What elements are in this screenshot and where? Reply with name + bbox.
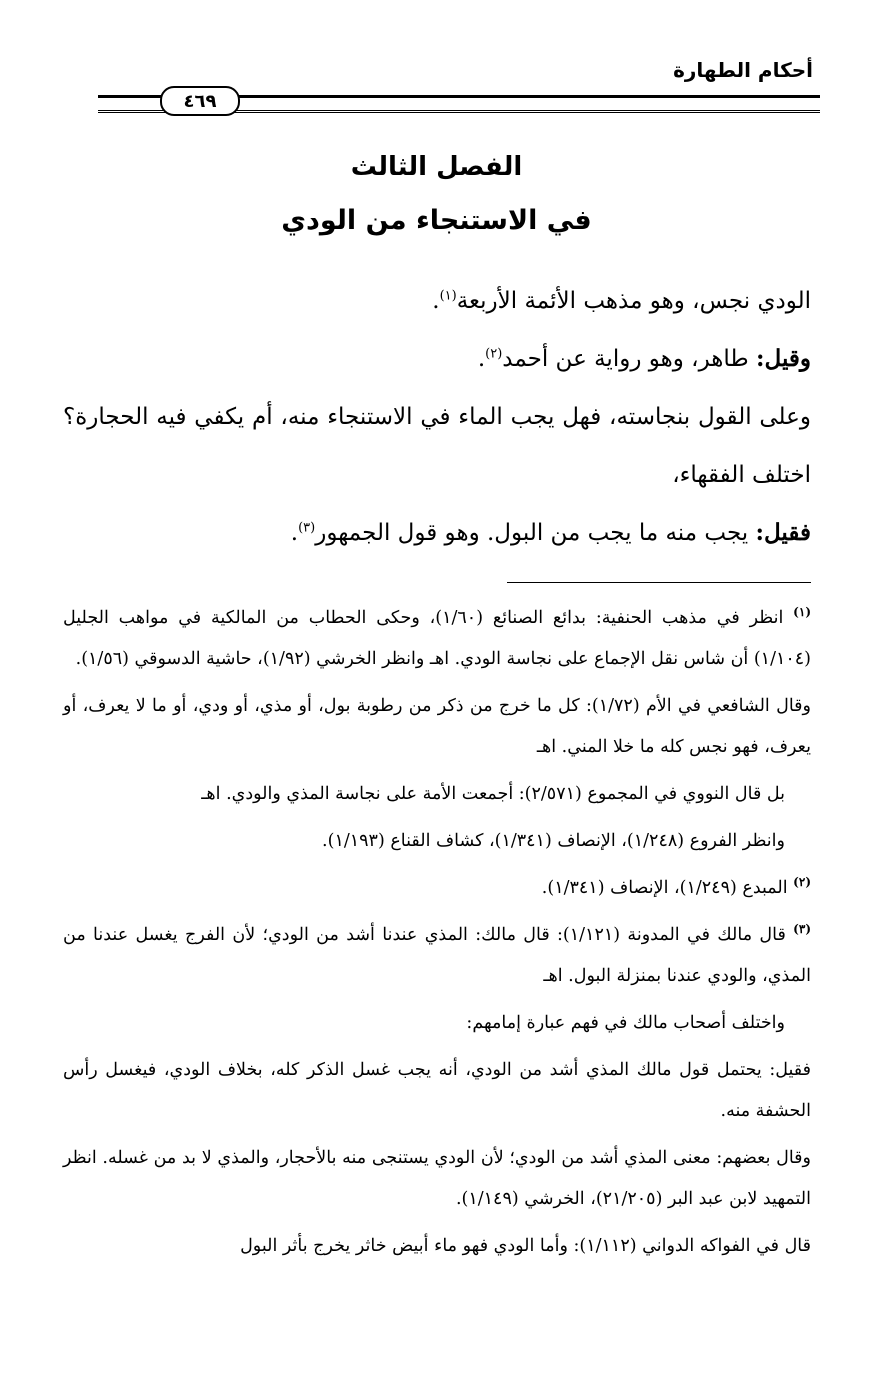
footnote-text: قال مالك في المدونة (١/١٢١): قال مالك: المذي عندنا أشد من الودي؛ لأن الفرج يغسل عندنا من المذي، والودي عندنا بمنزلة البول. اهـ: [63, 925, 811, 986]
paragraph: [63, 330, 811, 388]
paragraph-text: طاهر، وهو رواية عن أحمد: [502, 346, 757, 372]
punctuation: .: [432, 288, 440, 314]
footnote-paragraph: وقال بعضهم: معنى المذي أشد من الودي؛ لأن الودي يستنجى منه بالأحجار، والمذي لا بد من غسله. انظر التمهيد لابن عبد البر (٢١/٢٠٥)، الخرشي (١/١٤٩).: [63, 1148, 811, 1209]
footnote: [63, 868, 811, 909]
footnote-separator: [507, 582, 811, 583]
footnotes: [63, 598, 811, 1273]
footnote: [63, 915, 811, 997]
running-title: أحكام الطهارة: [673, 58, 813, 82]
paragraph-text: الودي نجس، وهو مذهب الأئمة الأربعة: [456, 288, 811, 314]
footnote-text: المبدع (١/٢٤٩)، الإنصاف (١/٣٤١).: [541, 878, 794, 898]
paragraph-lead: وقيل:: [756, 345, 811, 372]
paragraph-text: يجب منه ما يجب من البول. وهو قول الجمهور: [315, 520, 756, 546]
footnote-text: انظر في مذهب الحنفية: بدائع الصنائع (١/٦٠)، وحكى الحطاب من المالكية في مواهب الجليل (١/١٠٤) أن شاس نقل الإجماع على نجاسة الودي. اهـ وانظر الخرشي (١/٩٢)، حاشية الدسوقي (١/٥٦).: [63, 608, 811, 669]
footnote-paragraph: وقال الشافعي في الأم (١/٧٢): كل ما خرج من ذكر من رطوبة بول، أو مذي، أو ودي، أو ما لا يعرف، أو يعرف، فهو نجس كله ما خلا المني. اهـ: [63, 696, 811, 757]
footnote-ref: (١): [439, 288, 457, 304]
punctuation: .: [477, 346, 486, 372]
footnote-ref: (٣): [298, 520, 316, 536]
footnote-paragraph: واختلف أصحاب مالك في فهم عبارة إمامهم:: [466, 1013, 785, 1033]
chapter-title: الفصل الثالث: [350, 152, 523, 182]
punctuation: .: [290, 520, 299, 546]
footnote-paragraph: وانظر الفروع (١/٢٤٨)، الإنصاف (١/٣٤١)، كشاف القناع (١/١٩٣).: [322, 831, 785, 851]
footnote-paragraph: قال في الفواكه الدواني (١/١١٢): وأما الودي فهو ماء أبيض خاثر يخرج بأثر البول: [240, 1236, 811, 1256]
footnote-paragraph: بل قال النووي في المجموع (٢/٥٧١): أجمعت الأمة على نجاسة المذي والودي. اهـ: [201, 784, 785, 804]
paragraph: [63, 504, 811, 562]
page-number: ٤٦٩: [160, 86, 240, 116]
paragraph: [63, 388, 811, 504]
footnote-mark: (٣): [793, 922, 811, 937]
footnote: [63, 598, 811, 680]
paragraph-text: وعلى القول بنجاسته، فهل يجب الماء في الاستنجاء منه، أم يكفي فيه الحجارة؟ اختلف الفقهاء،: [63, 404, 811, 488]
footnote-mark: (٢): [793, 875, 811, 890]
paragraph: [63, 272, 811, 330]
paragraph-lead: فقيل:: [755, 519, 811, 546]
chapter-subtitle: في الاستنجاء من الودي: [281, 205, 592, 236]
footnote-ref: (٢): [485, 346, 503, 362]
footnote-mark: (١): [793, 605, 811, 620]
footnote-paragraph: فقيل: يحتمل قول مالك المذي أشد من الودي، أنه يجب غسل الذكر كله، بخلاف الودي، فيغسل رأس الحشفة منه.: [63, 1060, 811, 1121]
main-text: [63, 272, 811, 562]
